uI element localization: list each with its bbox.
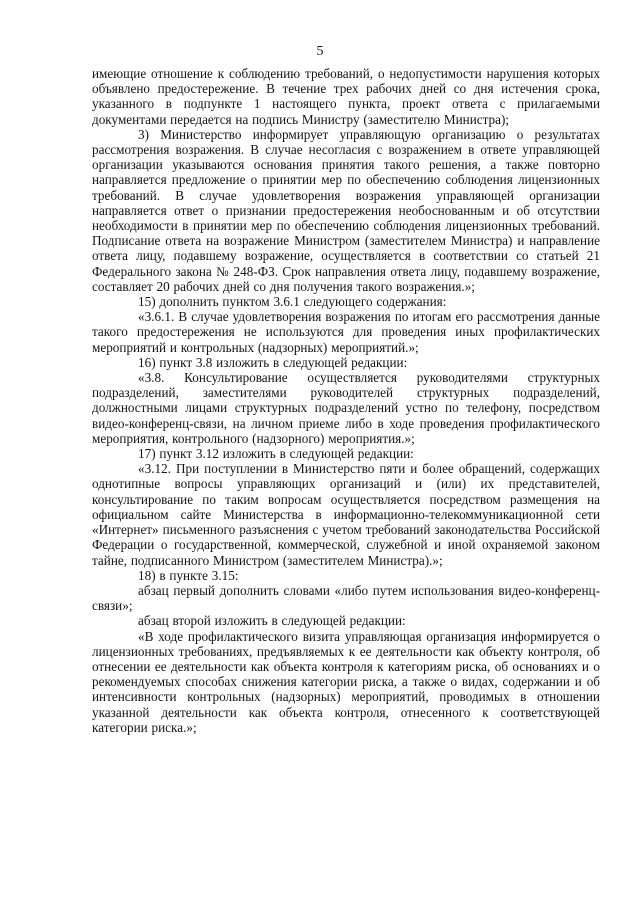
paragraph-amendment-16: 16) пункт 3.8 изложить в следующей редакции: xyxy=(138,354,408,370)
paragraph-amendment-15: 15) дополнить пунктом 3.6.1 следующего содержания: xyxy=(138,294,447,310)
document-body xyxy=(92,66,600,735)
paragraph-clause-3-8: «3.8. Консультирование осуществляется руководителями структурных подразделений, заместителями руководителей структурных подразделений, должностными лицами структурных подразделений устно по телефону, посредством видео-конференц-связи, на личном приеме либо в ходе проведения профилактического мероприятия, контрольного (надзорного) мероприятия.»; xyxy=(92,370,600,446)
paragraph-clause-3-12: «3.12. При поступлении в Министерство пяти и более обращений, содержащих однотипные вопросы управляющих организаций и (или) их представителей, консультирование по таким вопросам осуществляется посредством размещения на официальном сайте Министерства в информационно-телекоммуникационной сети «Интернет» письменного разъяснения с учетом требований законодательства Российской Федерации о государственной, коммерческой, служебной и иной охраняемой законом тайне, подписанного Министром (заместителем Министра).»; xyxy=(92,461,600,568)
paragraph-amendment-18: 18) в пункте 3.15: xyxy=(138,567,239,583)
paragraph-clause-3-6-1: «3.6.1. В случае удовлетворения возражения по итогам его рассмотрения данные такого предостережения не используются для проведения иных профилактических мероприятий и контрольных (надзорных) мероприятий.»; xyxy=(92,309,600,355)
paragraph-item-3: 3) Министерство информирует управляющую организацию о результатах рассмотрения возражения. В случае несогласия с возражением в ответе управляющей организации указываются основания принятия такого решения, а также повторно направляется предложение о принятии мер по обеспечению соблюдения лицензионных требований. В случае удовлетворения возражения управляющей организации направляется ответ о признании предостережения необоснованным и об отсутствии необходимости в принятии мер по обеспечению соблюдения лицензионных требований. Подписание ответа на возражение Министром (заместителем Министра) и направление ответа лицу, подавшему возражение, осуществляется в соответствии со статьей 21 Федерального закона № 248-ФЗ. Срок направления ответа лицу, подавшему возражение, составляет 20 рабочих дней со дня получения такого возражения.»; xyxy=(92,126,600,294)
paragraph-second-abzac: абзац второй изложить в следующей редакции: xyxy=(138,613,406,629)
paragraph-amendment-17: 17) пункт 3.12 изложить в следующей редакции: xyxy=(138,446,414,462)
page-number: 5 xyxy=(316,44,324,59)
paragraph-first-abzac: абзац первый дополнить словами «либо путем использования видео-конференц-связи»; xyxy=(92,582,600,614)
paragraph-profilactic-visit: «В ходе профилактического визита управляющая организация информируется о лицензионных требованиях, предъявляемых к ее деятельности как объекту контроля, об отнесении ее деятельности как объекта контроля к категориям риска, об основаниях и о рекомендуемых способах снижения категории риска, а также о видах, содержании и об интенсивности контрольных (надзорных) мероприятий, проводимых в отношении указанной деятельности как объекта контроля, отнесенного к соответствующей категории риска.»; xyxy=(92,628,600,735)
paragraph-continuation: имеющие отношение к соблюдению требований, о недопустимости нарушения которых объявлено предостережение. В течение трех рабочих дней со дня истечения срока, указанного в подпункте 1 настоящего пункта, проект ответа с прилагаемыми документами передается на подпись Министру (заместителю Министра); xyxy=(92,66,600,127)
